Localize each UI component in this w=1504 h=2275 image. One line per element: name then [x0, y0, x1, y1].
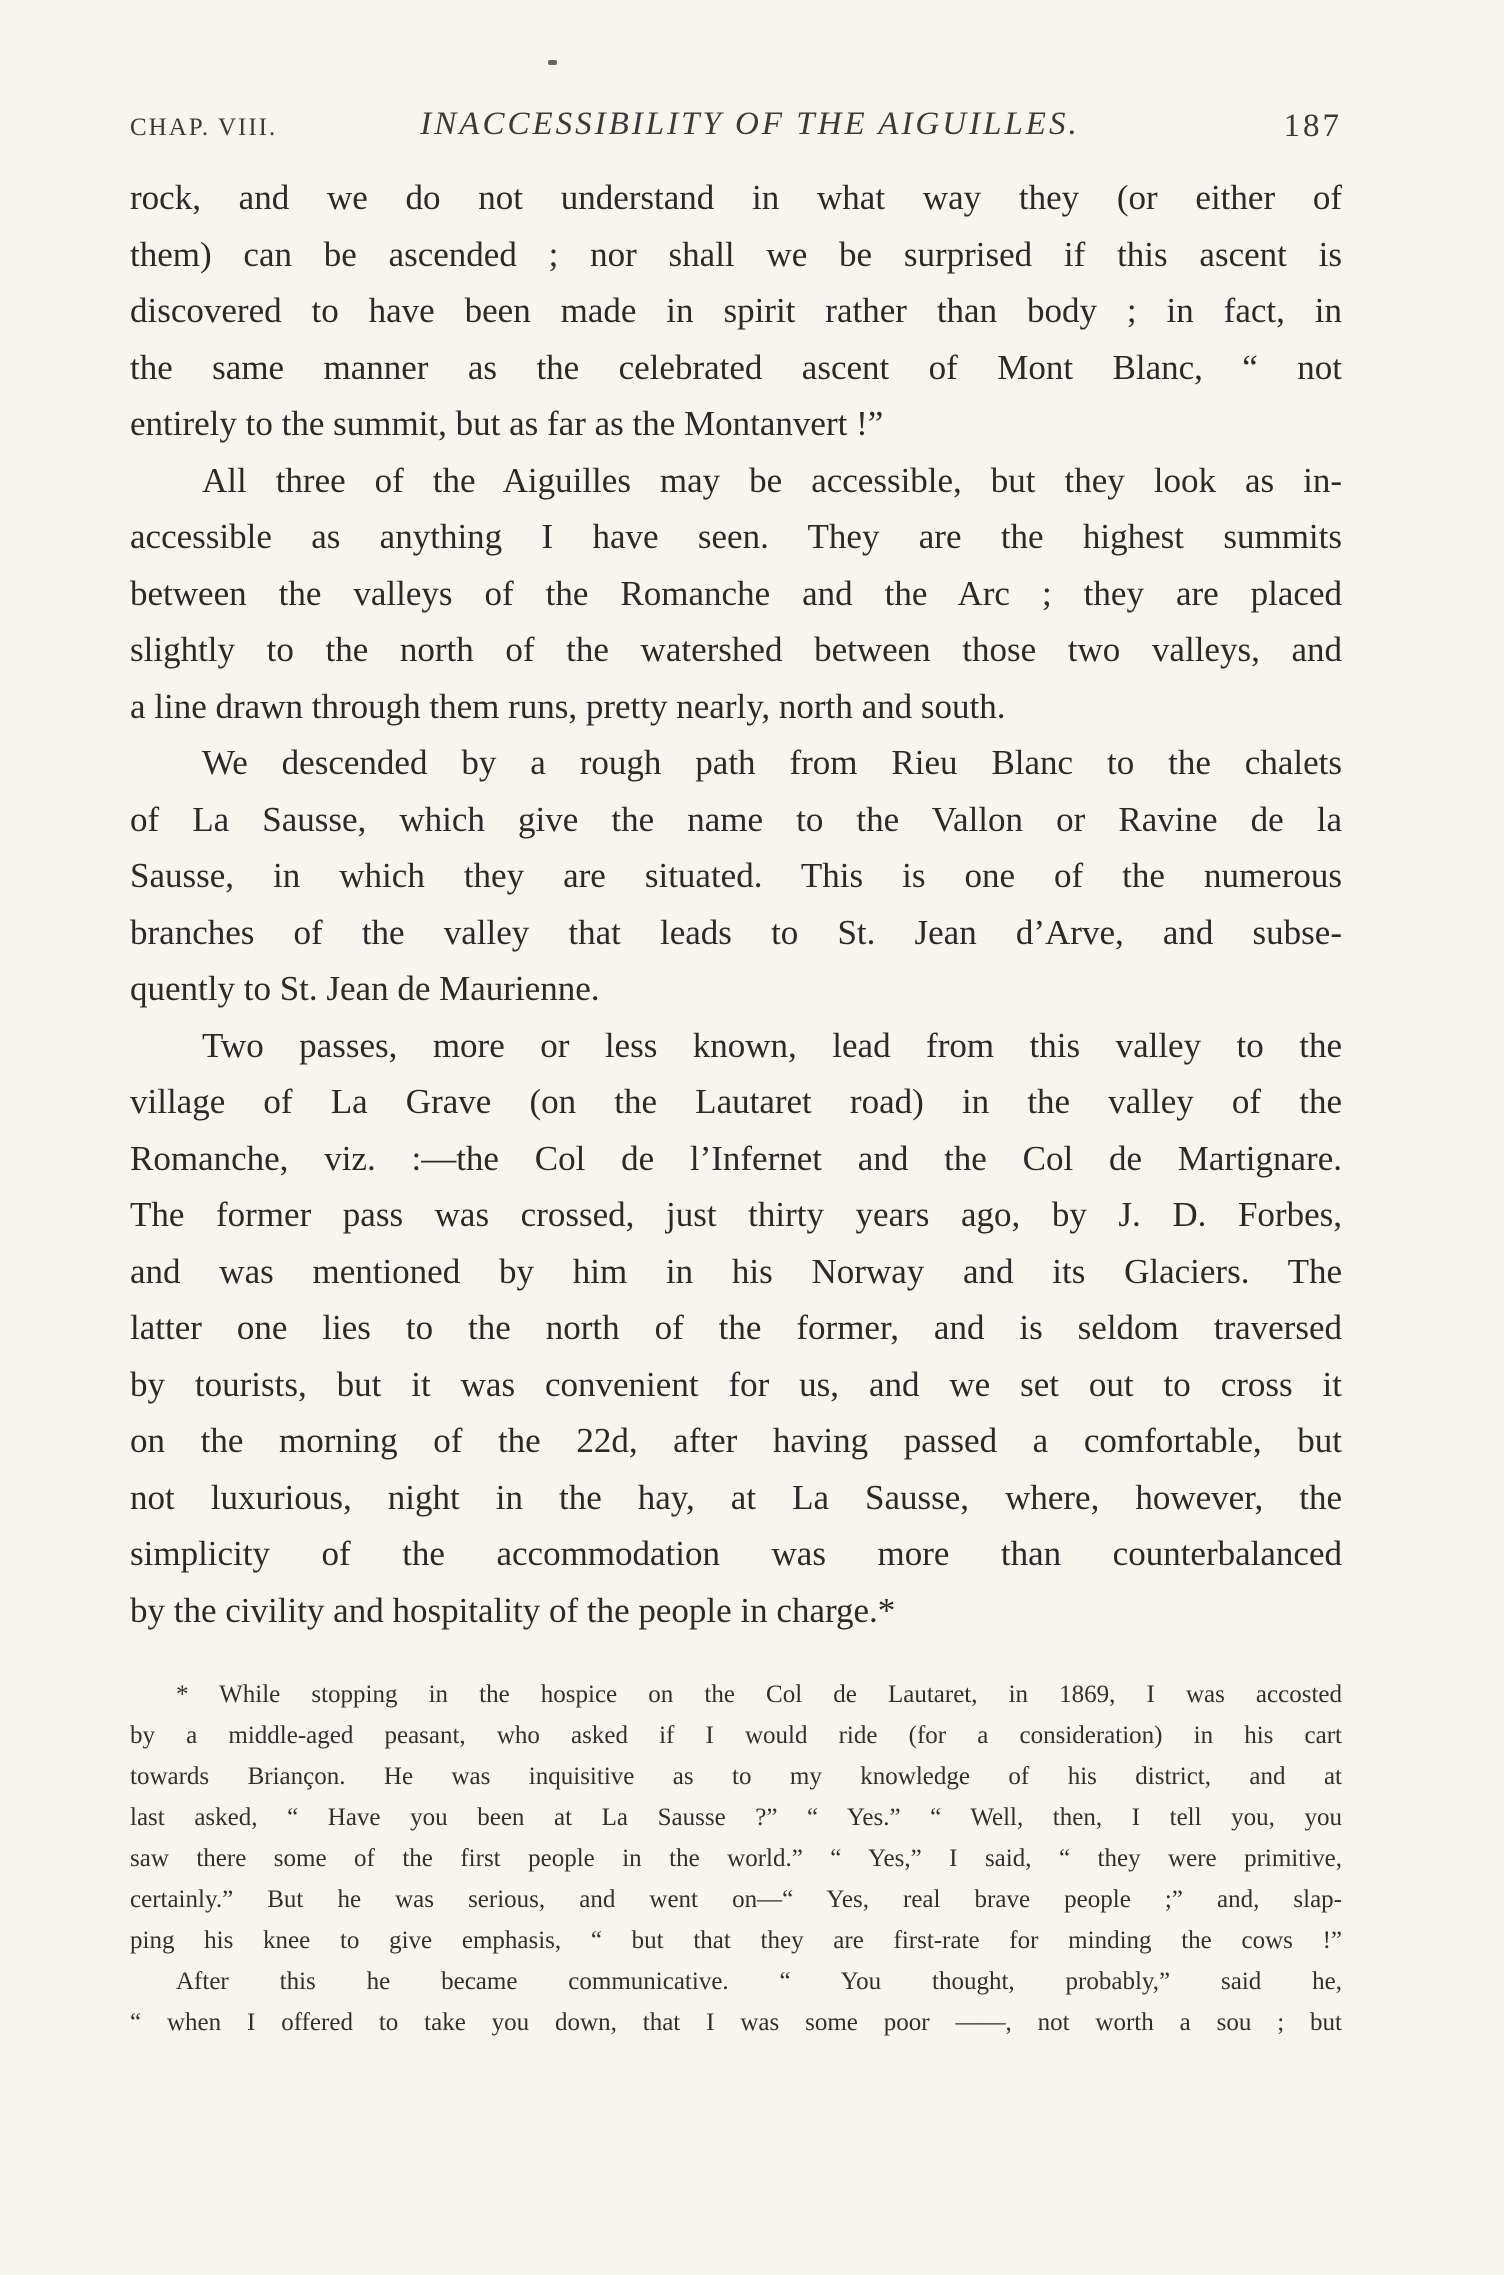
- footnote-line: ping his knee to give emphasis, “ but that they are first-rate for minding the cows !”: [130, 1927, 1342, 1954]
- text-line: on the morning of the 22d, after having passed a comfortable, but: [130, 1421, 1342, 1460]
- text-line: a line drawn through them runs, pretty nearly, north and south.: [130, 686, 1006, 726]
- footnote-line: last asked, “ Have you been at La Sausse ?” “ Yes.” “ Well, then, I tell you, you: [130, 1804, 1342, 1831]
- text-line: All three of the Aiguilles may be accessible, but they look as in-: [202, 460, 1342, 500]
- text-line: by the civility and hospitality of the people in charge.*: [130, 1590, 896, 1630]
- text-line: Two passes, more or less known, lead from this valley to the: [202, 1025, 1342, 1065]
- text-line: them) can be ascended ; nor shall we be surprised if this ascent is: [130, 234, 1342, 274]
- footnote-line: towards Briançon. He was inquisitive as to my knowledge of his district, and at: [130, 1763, 1342, 1790]
- text-line: not luxurious, night in the hay, at La Sausse, where, however, the: [130, 1477, 1342, 1517]
- text-line: accessible as anything I have seen. They are the highest summits: [130, 517, 1342, 556]
- text-line: village of La Grave (on the Lautaret road) in the valley of the: [130, 1082, 1342, 1121]
- footnote-line: “ when I offered to take you down, that I was some poor ——, not worth a sou ; but: [130, 2009, 1342, 2036]
- text-line: between the valleys of the Romanche and the Arc ; they are placed: [130, 573, 1342, 613]
- footnote-line: saw there some of the first people in the world.” “ Yes,” I said, “ they were primitive,: [130, 1845, 1342, 1872]
- text-line: We descended by a rough path from Rieu Blanc to the chalets: [202, 743, 1342, 782]
- text-line: latter one lies to the north of the former, and is seldom traversed: [130, 1308, 1342, 1347]
- footnote-line: certainly.” But he was serious, and went on—“ Yes, real brave people ;” and, slap-: [130, 1886, 1342, 1913]
- footnote-line: * While stopping in the hospice on the Col de Lautaret, in 1869, I was accosted: [176, 1681, 1342, 1708]
- text-line: The former pass was crossed, just thirty years ago, by J. D. Forbes,: [130, 1195, 1342, 1234]
- footnote: [130, 1674, 1342, 2043]
- text-line: entirely to the summit, but as far as the Montanvert !”: [130, 404, 884, 443]
- text-line: and was mentioned by him in his Norway and its Glaciers. The: [130, 1251, 1342, 1291]
- text-line: Sausse, in which they are situated. This is one of the numerous: [130, 856, 1342, 895]
- text-line: slightly to the north of the watershed between those two valleys, and: [130, 630, 1342, 669]
- text-line: rock, and we do not understand in what way they (or either of: [130, 178, 1342, 217]
- running-header: [130, 106, 1350, 156]
- chapter-label: CHAP. VIII.: [130, 114, 278, 141]
- main-text: [130, 170, 1342, 1639]
- text-line: simplicity of the accommodation was more than counterbalanced: [130, 1534, 1342, 1573]
- text-line: branches of the valley that leads to St. Jean d’Arve, and subse-: [130, 912, 1342, 952]
- ink-speck: [548, 60, 557, 65]
- text-line: Romanche, viz. :—the Col de l’Infernet and the Col de Martignare.: [130, 1138, 1342, 1178]
- footnote-line: After this he became communicative. “ You thought, probably,” said he,: [176, 1968, 1342, 1995]
- page-number: 187: [1283, 108, 1342, 144]
- footnote-line: by a middle-aged peasant, who asked if I would ride (for a consideration) in his cart: [130, 1722, 1342, 1749]
- text-line: by tourists, but it was convenient for us, and we set out to cross it: [130, 1364, 1342, 1404]
- text-line: discovered to have been made in spirit rather than body ; in fact, in: [130, 291, 1342, 330]
- text-line: quently to St. Jean de Maurienne.: [130, 969, 600, 1008]
- running-title: INACCESSIBILITY OF THE AIGUILLES.: [420, 106, 1080, 142]
- text-line: the same manner as the celebrated ascent of Mont Blanc, “ not: [130, 347, 1342, 387]
- text-line: of La Sausse, which give the name to the Vallon or Ravine de la: [130, 799, 1342, 839]
